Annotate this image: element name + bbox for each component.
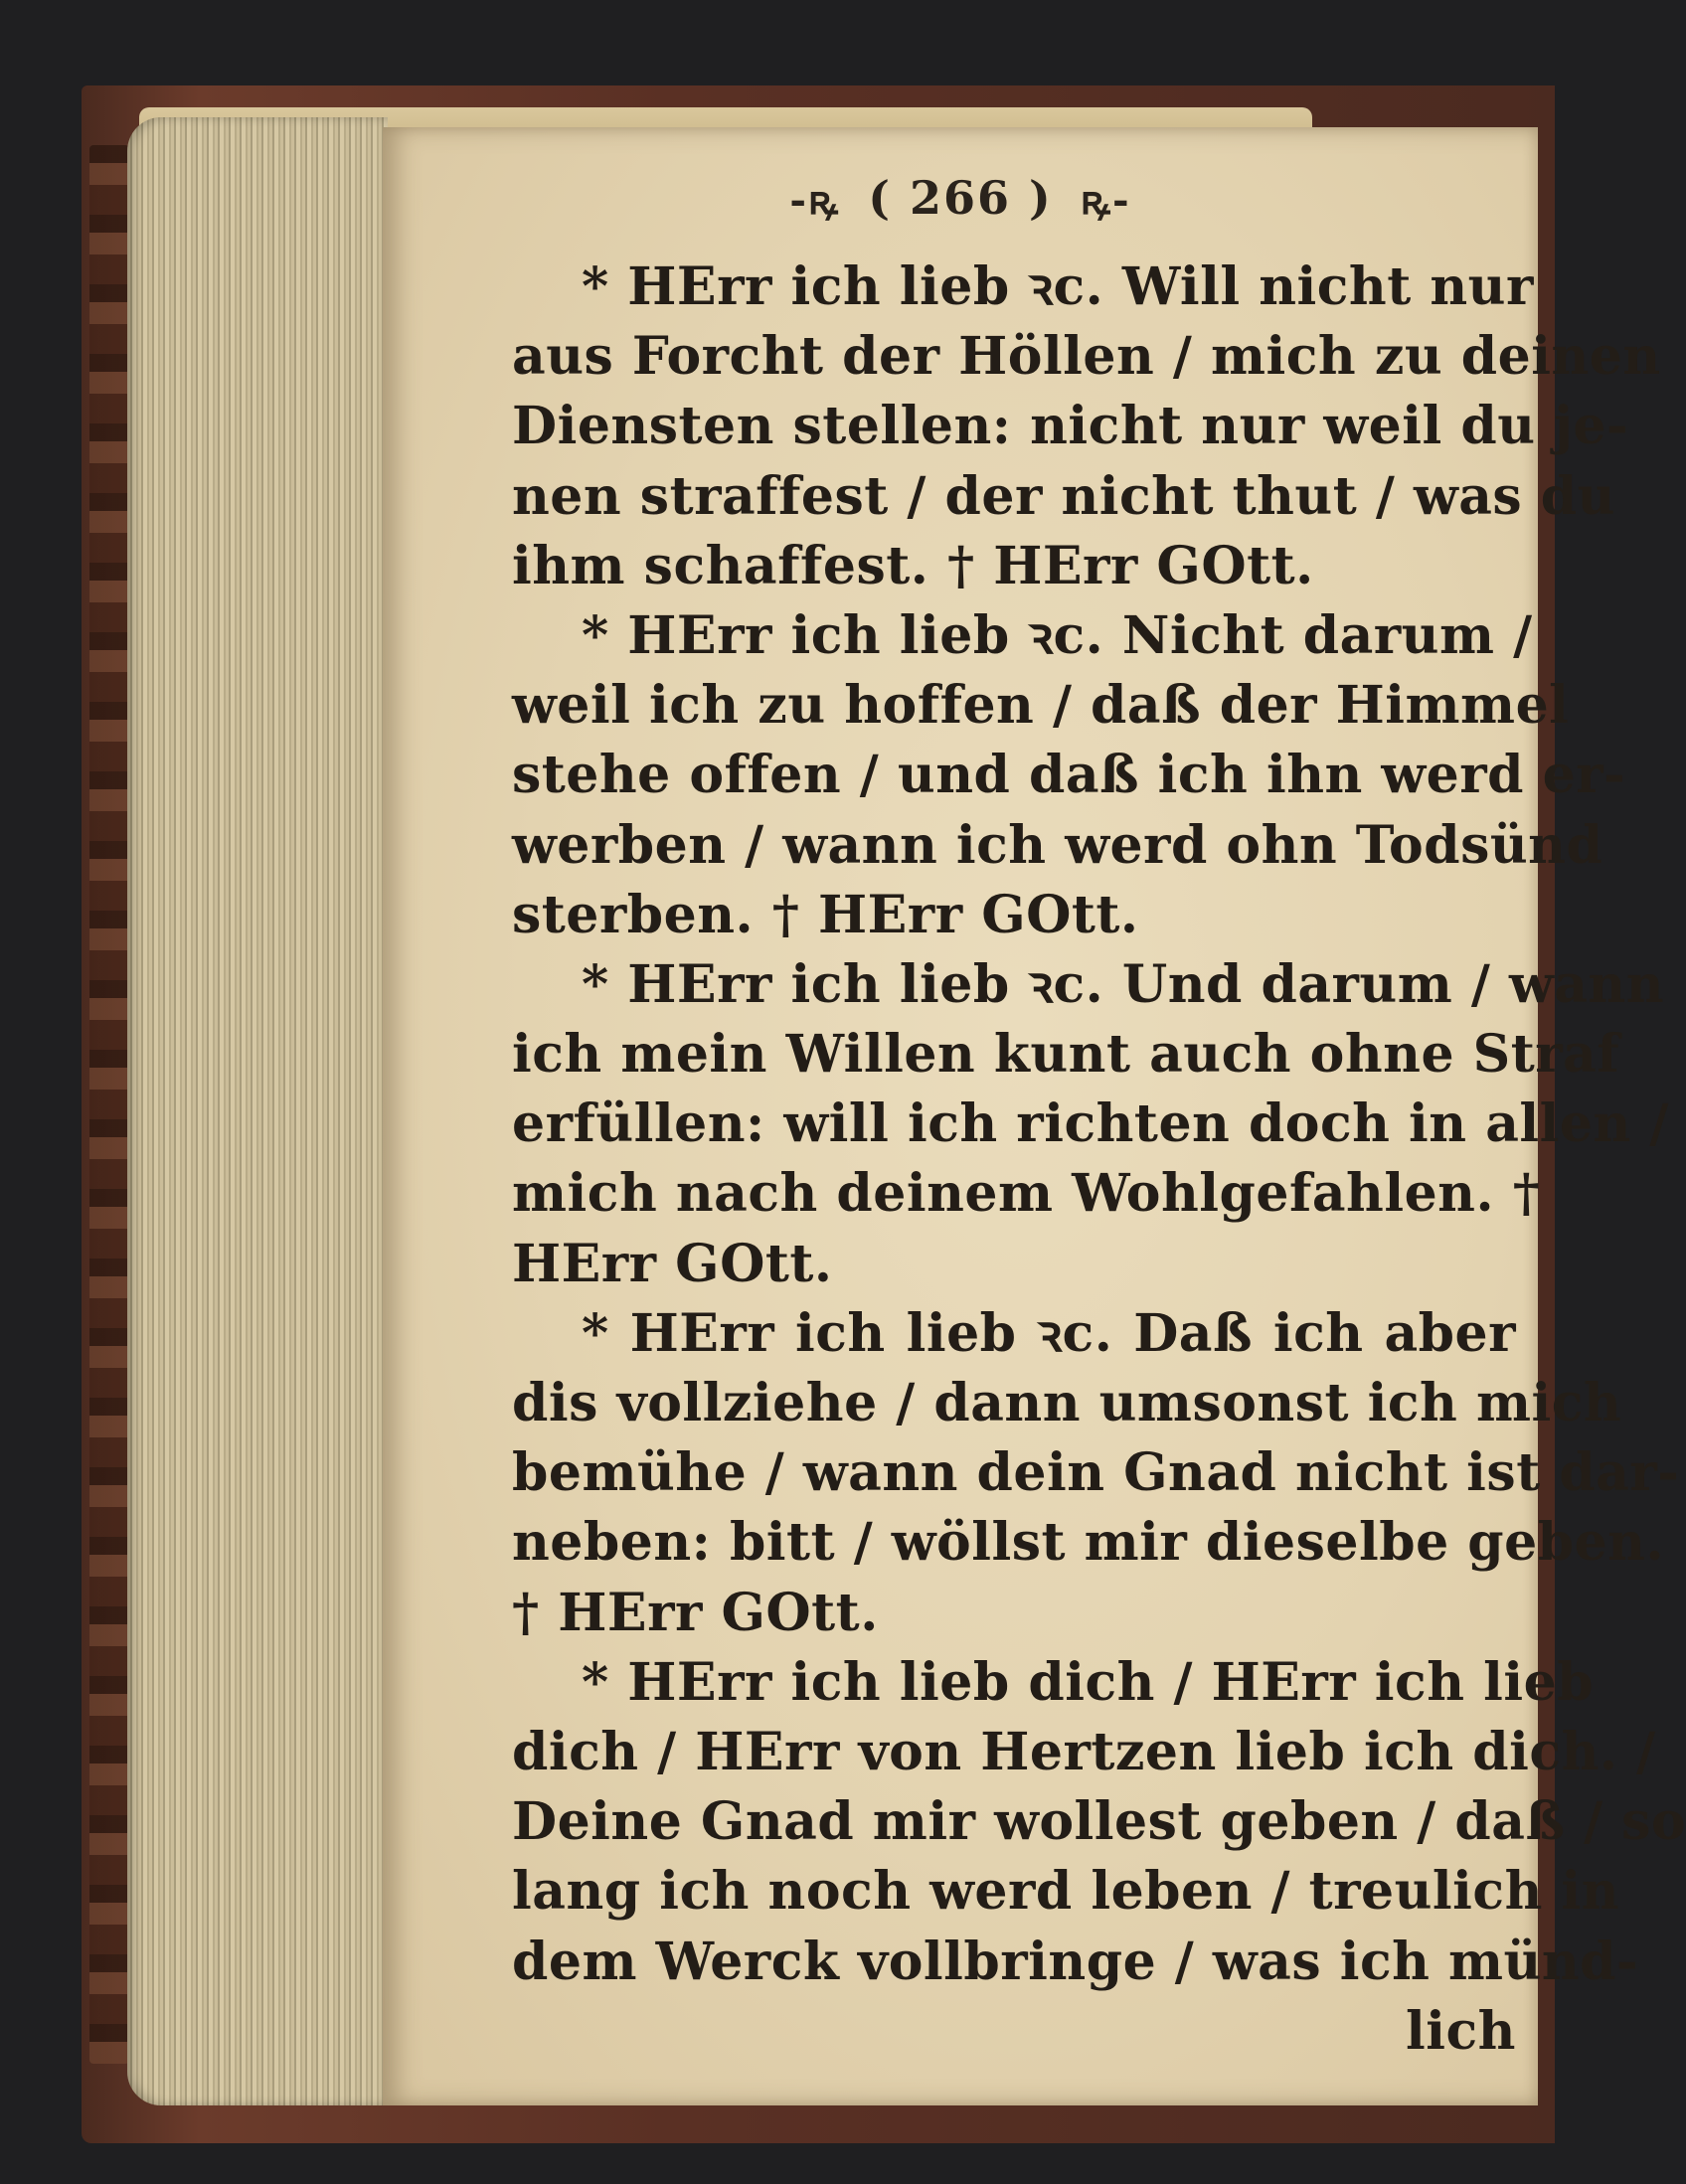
text-line: dis vollziehe / dann umsonst ich mich xyxy=(512,1373,1622,1433)
text-line: mich nach deinem Wohlgefahlen. † xyxy=(512,1163,1541,1225)
text-line: HErr GOtt. xyxy=(512,1233,833,1294)
text-line: sterben. † HErr GOtt. xyxy=(512,884,1139,945)
text-line: erfüllen: will ich richten doch in allen / xyxy=(512,1093,1669,1155)
page-stack-edges xyxy=(127,117,388,2105)
left-ornament: -ꝶ xyxy=(789,177,841,224)
page-number: ( 266 ) xyxy=(868,171,1053,225)
text-line: * HErr ich lieb ꝛc. Will nicht nur xyxy=(582,256,1534,317)
text-line: † HErr GOtt. xyxy=(512,1582,879,1643)
text-line: nen straffest / der nicht thut / was du xyxy=(512,465,1615,527)
text-line: Diensten stellen: nicht nur weil du je- xyxy=(512,396,1629,457)
text-line: stehe offen / und daß ich ihn werd er- xyxy=(512,745,1626,806)
text-line: Deine Gnad mir wollest geben / daß / so xyxy=(512,1791,1686,1853)
text-line: dem Werck vollbringe / was ich münd- xyxy=(512,1931,1639,1992)
catchword: lich xyxy=(1406,2000,1516,2062)
text-line: neben: bitt / wöllst mir dieselbe geben. xyxy=(512,1512,1665,1574)
text-line: werben / wann ich werd ohn Todsünd xyxy=(512,814,1603,876)
page-text xyxy=(512,252,1686,2067)
right-ornament: ꝶ- xyxy=(1080,177,1131,224)
text-line: lang ich noch werd leben / treulich in xyxy=(512,1861,1620,1923)
text-line: dich / HErr von Hertzen lieb ich dich. / xyxy=(512,1721,1656,1782)
text-line: * HErr ich lieb ꝛc. Und darum / wann xyxy=(582,953,1665,1015)
text-line: aus Forcht der Höllen / mich zu deinen xyxy=(512,326,1661,388)
text-line: * HErr ich lieb dich / HErr ich lieb xyxy=(582,1651,1595,1713)
text-line: * HErr ich lieb ꝛc. Daß ich aber xyxy=(582,1302,1516,1364)
text-line: ihm schaffest. † HErr GOtt. xyxy=(512,535,1314,596)
text-line: ich mein Willen kunt auch ohne Straf xyxy=(512,1024,1620,1086)
text-line: * HErr ich lieb ꝛc. Nicht darum / xyxy=(582,604,1533,666)
text-line: weil ich zu hoffen / daß der Himmel xyxy=(512,675,1570,737)
text-line: bemühe / wann dein Gnad nicht ist dar- xyxy=(512,1442,1680,1504)
page-header xyxy=(383,171,1538,226)
book-page xyxy=(383,127,1686,2105)
